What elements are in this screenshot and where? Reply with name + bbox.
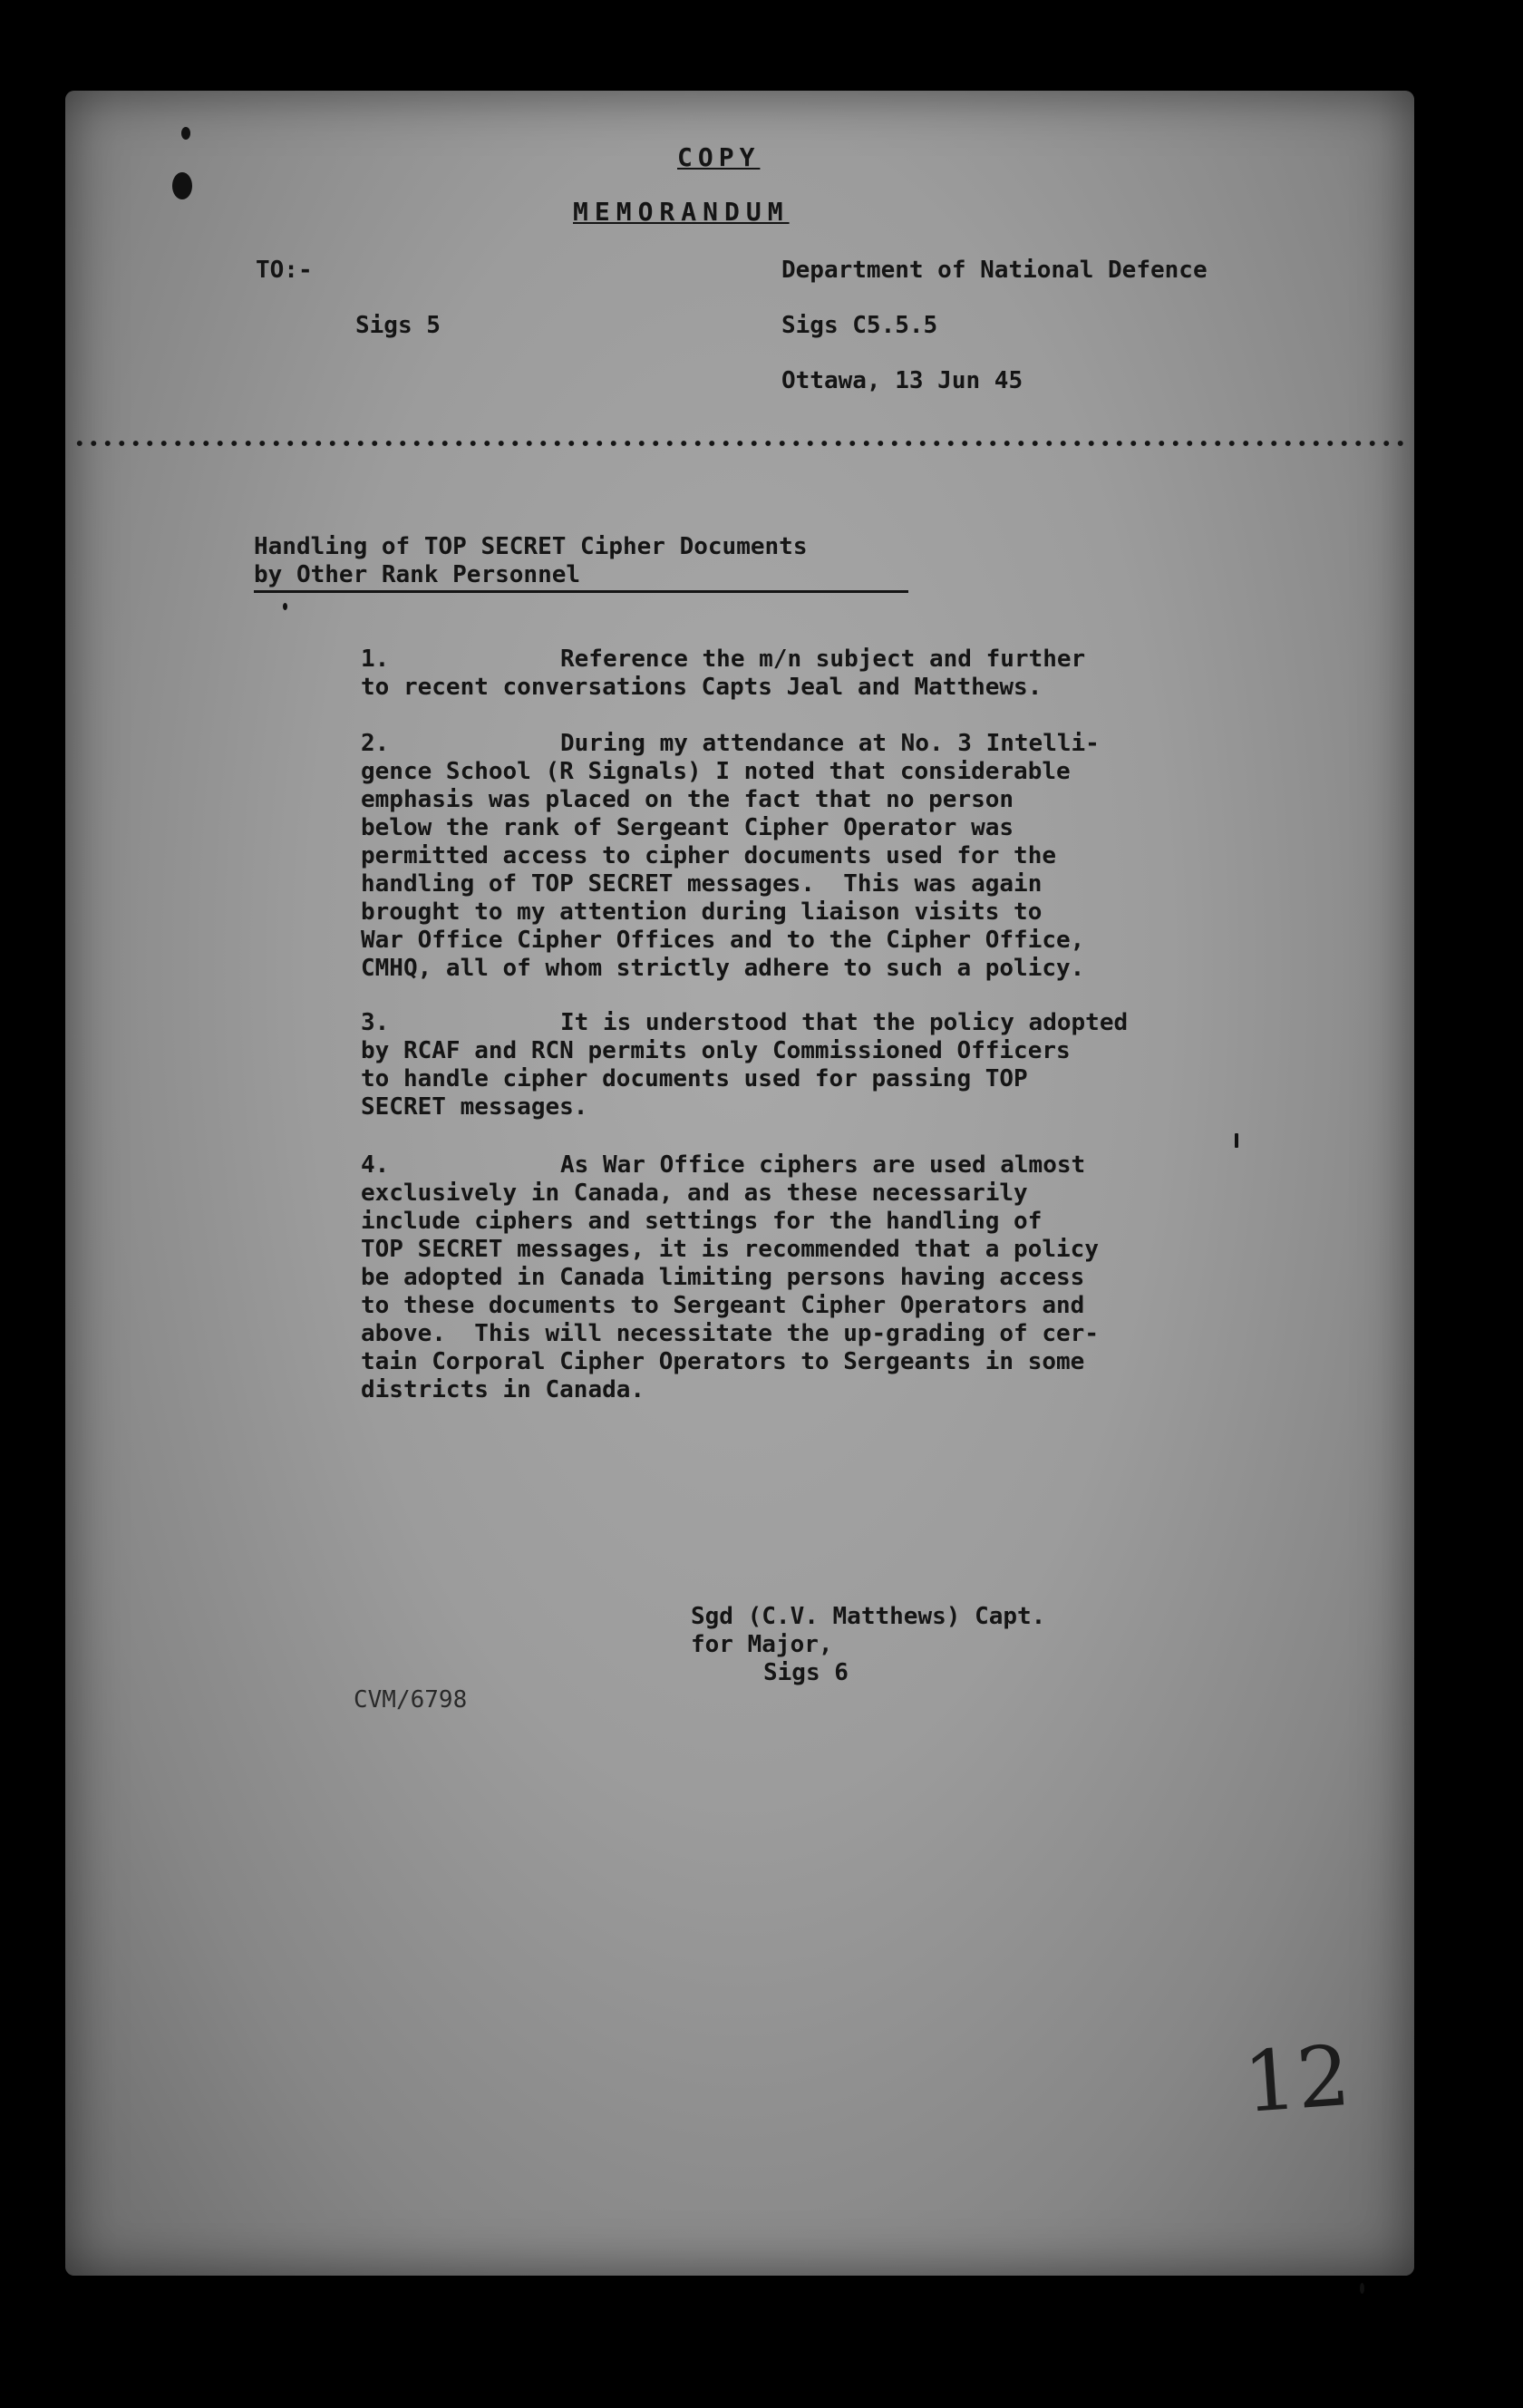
- paragraph-line: handling of TOP SECRET messages. This was again: [361, 870, 1043, 898]
- paragraph-number: 3.: [361, 1009, 390, 1036]
- paragraph-line: TOP SECRET messages, it is recommended that a policy: [361, 1236, 1099, 1263]
- dotted-separator: [73, 440, 1409, 447]
- paragraph-line: During my attendance at No. 3 Intelli-: [560, 730, 1100, 757]
- scan-blemish: [283, 603, 287, 610]
- sender-reference: Sigs C5.5.5: [781, 312, 938, 339]
- paragraph-line: As War Office ciphers are used almost: [560, 1151, 1086, 1179]
- paragraph-number: 1.: [361, 646, 390, 673]
- scan-blemish: [172, 172, 192, 199]
- handwritten-page-number: 12: [1240, 2027, 1353, 2131]
- paragraph-number: 2.: [361, 730, 390, 757]
- paragraph-line: brought to my attention during liaison visits to: [361, 898, 1043, 926]
- memo-page: [65, 91, 1414, 2276]
- paragraph-line: emphasis was placed on the fact that no person: [361, 786, 1014, 813]
- subject-line-1: Handling of TOP SECRET Cipher Documents: [254, 533, 808, 560]
- paragraph-line: above. This will necessitate the up-grading of cer-: [361, 1320, 1099, 1347]
- place-and-date: Ottawa, 13 Jun 45: [781, 367, 1023, 394]
- paragraph-line: to recent conversations Capts Jeal and Matthews.: [361, 674, 1043, 701]
- paragraph-line: permitted access to cipher documents used for the: [361, 842, 1057, 869]
- paragraph-line: It is understood that the policy adopted: [560, 1009, 1129, 1036]
- to-label: TO:-: [256, 257, 313, 284]
- paragraph-line: exclusively in Canada, and as these necessarily: [361, 1180, 1028, 1207]
- scan-blemish: [1235, 1133, 1238, 1148]
- file-reference: CVM/6798: [354, 1686, 468, 1714]
- paragraph-number: 4.: [361, 1151, 390, 1179]
- scan-blemish: [1360, 2283, 1364, 2294]
- paragraph-line: to handle cipher documents used for passing TOP: [361, 1065, 1028, 1092]
- paragraph-line: War Office Cipher Offices and to the Cipher Office,: [361, 927, 1085, 954]
- paragraph-line: include ciphers and settings for the handling of: [361, 1208, 1043, 1235]
- paragraph-line: districts in Canada.: [361, 1376, 645, 1403]
- paragraph-line: be adopted in Canada limiting persons having access: [361, 1264, 1085, 1291]
- paragraph-line: below the rank of Sergeant Cipher Operator was: [361, 814, 1014, 841]
- paragraph-line: SECRET messages.: [361, 1093, 588, 1121]
- scan-blemish: [181, 127, 190, 140]
- paragraph-line: gence School (R Signals) I noted that considerable: [361, 758, 1071, 785]
- signature-line-2: for Major,: [691, 1631, 833, 1658]
- to-recipient: Sigs 5: [355, 312, 441, 339]
- signature-line-1: Sgd (C.V. Matthews) Capt.: [691, 1603, 1046, 1630]
- subject-line-2: by Other Rank Personnel: [254, 561, 581, 588]
- sender-department: Department of National Defence: [781, 257, 1208, 284]
- paragraph-line: to these documents to Sergeant Cipher Operators and: [361, 1292, 1085, 1319]
- paragraph-line: Reference the m/n subject and further: [560, 646, 1086, 673]
- copy-heading: COPY: [677, 142, 761, 172]
- paragraph-line: tain Corporal Cipher Operators to Sergeants in some: [361, 1348, 1085, 1375]
- signature-line-3: Sigs 6: [763, 1659, 849, 1686]
- paragraph-line: by RCAF and RCN permits only Commissioned Officers: [361, 1037, 1071, 1064]
- subject-underline: [254, 590, 908, 593]
- paragraph-line: CMHQ, all of whom strictly adhere to such a policy.: [361, 955, 1085, 982]
- memorandum-heading: MEMORANDUM: [573, 197, 790, 227]
